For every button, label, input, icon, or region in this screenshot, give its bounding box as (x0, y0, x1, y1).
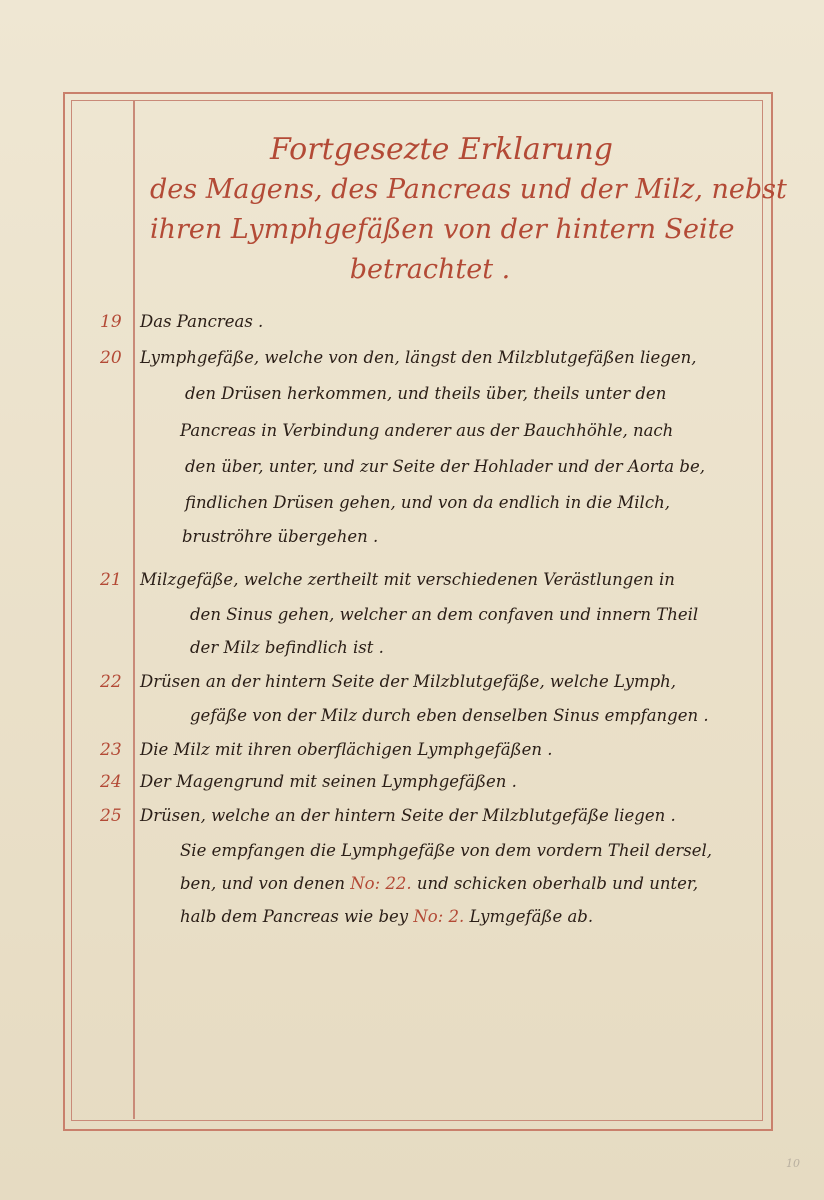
entry-21-line-2: den Sinus gehen, welcher an dem confaven und innern Theil (190, 605, 699, 624)
entry-number-20: 20 (100, 348, 122, 368)
entry-number-25: 25 (100, 806, 122, 826)
reference-no-2: No: 2. (413, 907, 465, 926)
margin-rule (133, 101, 135, 1119)
entry-19-line-1: Das Pancreas . (140, 312, 264, 331)
entry-21-line-1: Milzgefäße, welche zertheilt mit verschiedenen Verästlungen in (140, 570, 675, 589)
entry-22-line-2: gefäße von der Milz durch eben denselben Sinus empfangen . (190, 706, 709, 725)
entry-25-line-3 (180, 874, 698, 893)
page-number-mark: 10 (786, 1157, 800, 1170)
entry-22-line-1: Drüsen an der hintern Seite der Milzblutgefäße, welche Lymph, (140, 672, 677, 691)
entry-25-line-3-post: und schicken oberhalb und unter, (416, 874, 699, 893)
entry-25-line-1: Drüsen, welche an der hintern Seite der Milzblutgefäße liegen . (140, 806, 676, 825)
entry-20-line-1: Lymphgefäße, welche von den, längst den Milzblutgefäßen liegen, (140, 348, 697, 367)
title-line-3: ihren Lymphgefäßen von der hintern Seite (150, 214, 735, 245)
title-line-2: des Magens, des Pancreas und der Milz, nebst (150, 174, 787, 205)
entry-20-line-4: den über, unter, und zur Seite der Hohlader und der Aorta be, (185, 457, 705, 476)
entry-24-line-1: Der Magengrund mit seinen Lymphgefäßen . (140, 772, 517, 791)
entry-number-23: 23 (100, 740, 122, 760)
entry-20-line-2: den Drüsen herkommen, und theils über, theils unter den (185, 384, 667, 403)
title-block (150, 130, 787, 290)
entry-23-line-1: Die Milz mit ihren oberflächigen Lymphgefäßen . (140, 740, 553, 759)
entry-25-line-2: Sie empfangen die Lymphgefäße von dem vordern Theil dersel, (180, 841, 713, 860)
entry-number-24: 24 (100, 772, 122, 792)
entry-20-line-6: bruströhre übergehen . (182, 527, 379, 546)
entry-25-line-4-post: Lymgefäße ab. (469, 907, 594, 926)
reference-no-22: No: 22. (350, 874, 412, 893)
entry-20-line-5: findlichen Drüsen gehen, und von da endlich in die Milch, (185, 493, 670, 512)
entry-20-line-3: Pancreas in Verbindung anderer aus der Bauchhöhle, nach (180, 421, 674, 440)
entry-number-19: 19 (100, 312, 122, 332)
entry-25-line-4-pre: halb dem Pancreas wie bey (180, 907, 409, 926)
entry-21-line-3: der Milz befindlich ist . (190, 638, 384, 657)
entry-25-line-4 (180, 907, 593, 926)
title-line-1: Fortgesezte Erklarung (270, 132, 613, 167)
title-line-4: betrachtet . (349, 254, 511, 285)
entry-number-21: 21 (100, 570, 122, 590)
entry-25-line-3-pre: ben, und von denen (180, 874, 345, 893)
entry-number-22: 22 (100, 672, 122, 692)
